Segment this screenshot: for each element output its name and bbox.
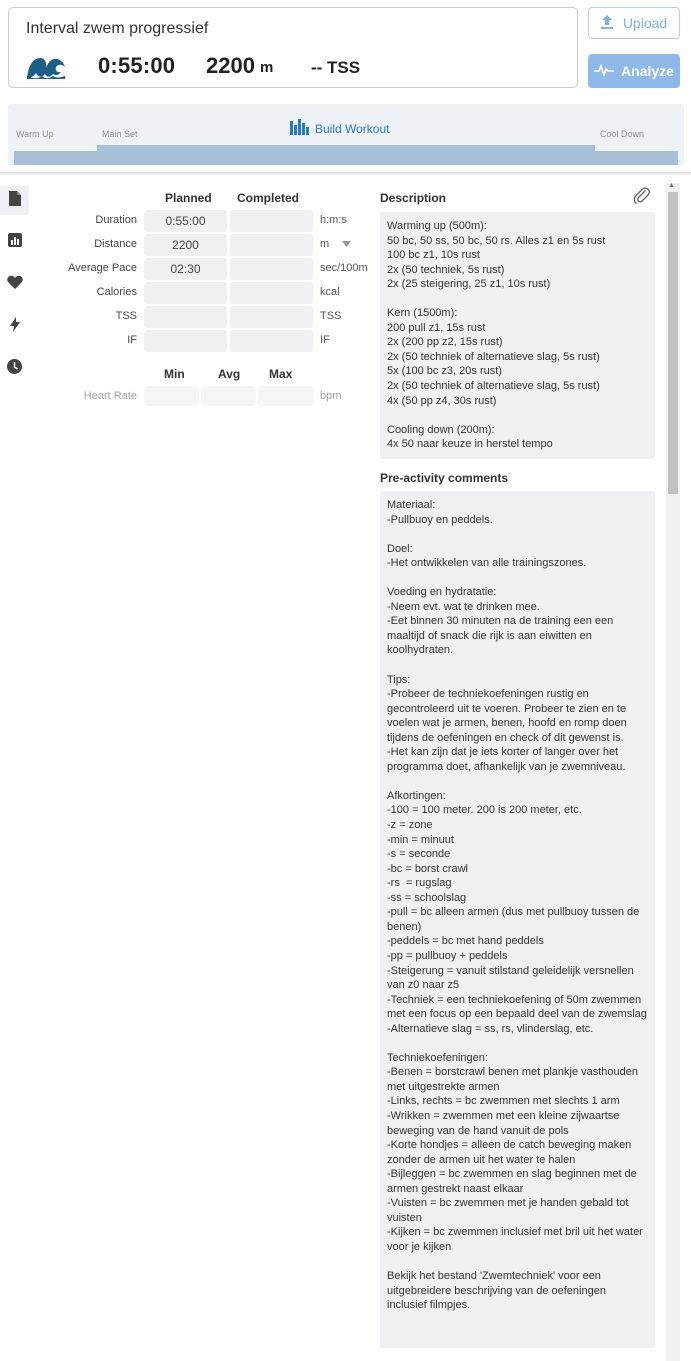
if-unit: IF	[320, 334, 330, 346]
distance-label: Distance	[94, 238, 137, 250]
workout-title[interactable]: Interval zwem progressief	[26, 20, 209, 37]
average-pace-label: Average Pace	[68, 262, 137, 274]
calories-unit: kcal	[320, 286, 340, 298]
heart-rate-label: Heart Rate	[83, 390, 137, 402]
max-header: Max	[269, 367, 293, 381]
planned-header: Planned	[165, 191, 212, 205]
analyze-button[interactable]	[588, 54, 680, 88]
hr-min-input[interactable]	[144, 386, 199, 406]
section-divider	[0, 172, 691, 176]
avg-header: Avg	[218, 367, 241, 381]
mainset-segment[interactable]	[97, 145, 595, 165]
if-completed-input[interactable]	[230, 330, 313, 352]
upload-button[interactable]	[588, 7, 680, 39]
duration-completed-input[interactable]	[230, 210, 313, 232]
pace-completed-input[interactable]	[230, 258, 313, 280]
calories-label: Calories	[96, 286, 137, 298]
analyze-label: Analyze	[621, 63, 674, 79]
pre-activity-title: Pre-activity comments	[380, 471, 509, 485]
upload-label: Upload	[622, 15, 668, 31]
duration-unit: h:m:s	[320, 214, 347, 226]
bar-chart-icon	[290, 119, 309, 138]
calories-planned-input[interactable]	[144, 282, 227, 304]
distance-completed-input[interactable]	[230, 234, 313, 256]
completed-header: Completed	[237, 191, 300, 205]
if-label: IF	[127, 334, 137, 346]
duration-planned-input[interactable]: 0:55:00	[144, 210, 227, 232]
rail-document[interactable]	[0, 186, 29, 215]
rail-time[interactable]	[0, 354, 29, 383]
pace-unit: sec/100m	[320, 262, 368, 274]
distance-unit-value: m	[320, 238, 330, 250]
calories-completed-input[interactable]	[230, 282, 313, 304]
scroll-up-arrow[interactable]: ▲	[668, 182, 675, 189]
duration-label: Duration	[95, 214, 137, 226]
tss-completed-input[interactable]	[230, 306, 313, 328]
hr-max-input[interactable]	[258, 386, 313, 406]
swim-wave-icon	[26, 52, 66, 85]
tss-label: TSS	[115, 310, 137, 322]
min-header: Min	[164, 367, 185, 381]
workout-summary-card	[8, 7, 578, 88]
clock-icon	[7, 359, 22, 379]
distance-unit: m	[260, 59, 274, 76]
chevron-down-icon	[342, 238, 351, 250]
upload-icon	[601, 15, 613, 32]
tss-planned-input[interactable]	[144, 306, 227, 328]
document-icon	[9, 191, 21, 211]
pre-activity-textarea[interactable]: Materiaal: -Pullbuoy en peddels. Doel: -Het ontwikkelen van alle trainingszones. Voeding en hydratatie: -Neem evt. wat te drinken mee. -Eet binnen 30 minuten na de training een een maaltijd of snack die rijk is aan eiwitten en koolhydraten. Tips: -Probeer de techniekoefeningen rustig en gecontroleerd uit te voeren. Probeer te zien en te voelen wat je armen, benen, hoofd en romp doen tijdens de oefeningen en check of dit gewenst is. -Het kan zijn dat je iets korter of langer over het programma doet, afhankelijk van je zwemniveau. Afkortingen: -100 = 100 meter. 200 is 200 meter, etc. -z = zone -min = minuut -s = seconde -bc = borst crawl -rs = rugslag -ss = schoolslag -pull = bc alleen armen (dus met pullbuoy tussen de benen) -peddels = bc met hand peddels -pp = pullbuoy + peddels -Steigerung = vanuit stilstand geleidelijk versnellen van z0 naar z5 -Techniek = een techniekoefening of 50m zwemmen met een focus op een bepaald deel van de zwemslag -Alternatieve slag = ss, rs, vlinderslag, etc. Techniekoefeningen: -Benen = borstcrawl benen met plankje vasthouden met uitgestrekte armen -Links, rechts = bc zwemmen met slechts 1 arm -Wrikken = zwemmen met een kleine zijwaartse beweging van de hand vanuit de pols -Korte hondjes = alleen de catch beweging maken zonder de armen uit het water te halen -Bijleggen = bc zwemmen en slag beginnen met de armen gestrekt naast elkaar -Vuisten = bc zwemmen met je handen gebald tot vuisten -Kijken = bc zwemmen inclusief met bril uit het water voor je kijken Bekijk het bestand 'Zwemtechniek' voor een uitgebreidere beschrijving van de oefeningen inclusief filmpjes.	[380, 491, 655, 1348]
hr-avg-input[interactable]	[201, 386, 256, 406]
tss-unit: TSS	[320, 310, 342, 322]
distance-unit-select[interactable]	[320, 238, 351, 250]
pulse-icon	[594, 63, 614, 79]
warmup-segment[interactable]	[14, 151, 97, 165]
pace-planned-input[interactable]: 02:30	[144, 258, 227, 280]
build-workout-link[interactable]	[290, 119, 389, 138]
warmup-label: Warm Up	[16, 129, 54, 139]
tss-value: -- TSS	[311, 58, 361, 77]
planned-distance: 2200	[206, 53, 255, 78]
scrollbar-thumb[interactable]	[668, 192, 678, 494]
planned-duration: 0:55:00	[98, 53, 176, 78]
cooldown-segment[interactable]	[595, 151, 678, 165]
workout-builder-strip[interactable]	[8, 104, 684, 165]
build-workout-label: Build Workout	[315, 121, 390, 136]
distance-planned-input[interactable]: 2200	[144, 234, 227, 256]
paperclip-icon[interactable]	[634, 187, 650, 210]
description-title: Description	[380, 191, 447, 205]
hr-unit: bpm	[320, 390, 342, 402]
if-planned-input[interactable]	[144, 330, 227, 352]
cooldown-label: Cool Down	[600, 129, 645, 139]
description-textarea[interactable]: Warming up (500m): 50 bc, 50 ss, 50 bc, 50 rs. Alles z1 en 5s rust 100 bc z1, 10s rust 2x (50 techniek, 5s rust) 2x (25 steigering, 25 z1, 10s rust) Kern (1500m): 200 pull z1, 15s rust 2x (200 pp z2, 15s rust) 2x (50 techniek of alternatieve slag, 5s rust) 5x (100 bc z3, 20s rust) 2x (50 techniek of alternatieve slag, 5s rust) 4x (50 pp z4, 30s rust) Cooling down (200m): 4x 50 naar keuze in herstel tempo	[380, 212, 655, 459]
mainset-label: Main Set	[102, 129, 138, 139]
